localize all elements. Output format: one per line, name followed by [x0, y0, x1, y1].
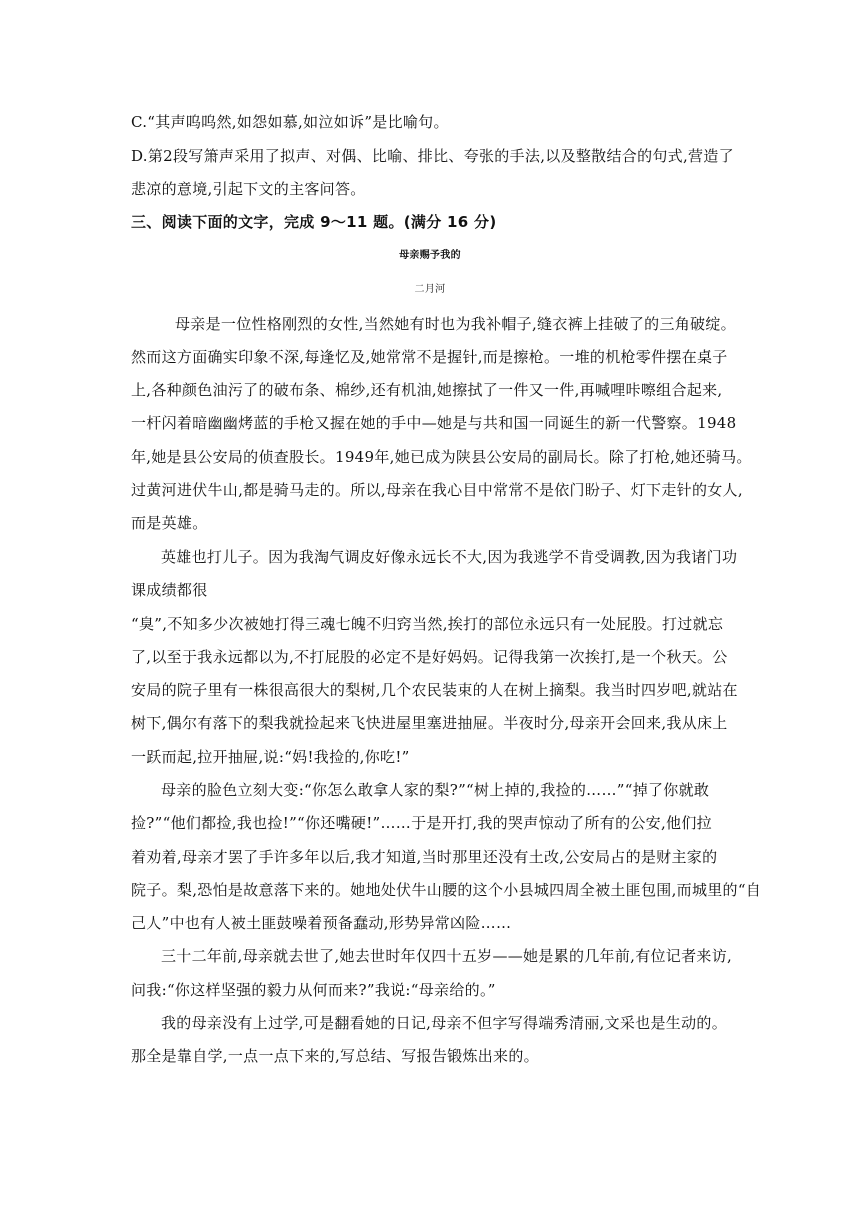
paragraph-line: 己人”中也有人被土匪鼓噪着预备蠢动,形势异常凶险…… — [131, 914, 512, 932]
paragraph-line: 母亲是一位性格刚烈的女性,当然她有时也为我补帽子,缝衣裤上挂破了的三角破绽。 — [175, 315, 736, 333]
paragraph-line: 了,以至于我永远都以为,不打屁股的必定不是好妈妈。记得我第一次挨打,是一个秋天。公 — [131, 648, 728, 666]
paragraph-line: 那全是靠自学,一点一点下来的,写总结、写报告锻炼出来的。 — [131, 1047, 539, 1065]
paragraph-line: 着劝着,母亲才罢了手许多年以后,我才知道,当时那里还没有土改,公安局占的是财主家的 — [131, 848, 718, 866]
paragraph-line: 三十二年前,母亲就去世了,她去世时年仅四十五岁——她是累的几年前,有位记者来访, — [161, 947, 733, 965]
paragraph-line: 上,各种颜色油污了的破布条、棉纱,还有机油,她擦拭了一件又一件,再喊哩咔嚓组合起来, — [131, 381, 723, 399]
paragraph-line: 母亲的脸色立刻大变:“你怎么敢拿人家的梨?”“树上掉的,我捡的……”“掉了你就敢 — [161, 781, 710, 799]
paragraph-line: 年,她是县公安局的侦查股长。1949年,她已成为陕县公安局的副局长。除了打枪,她还骑马。 — [131, 448, 752, 466]
option-d-line-2: 悲凉的意境,引起下文的主客问答。 — [131, 180, 366, 198]
option-d-line-1: D.第2段写箫声采用了拟声、对偶、比喻、排比、夸张的手法,以及整散结合的句式,营造了 — [131, 147, 734, 165]
paragraph-line: 一杆闪着暗幽幽烤蓝的手枪又握在她的手中—她是与共和国一同诞生的新一代警察。1948 — [131, 414, 737, 432]
paragraph-line: 然而这方面确实印象不深,每逢忆及,她常常不是握针,而是擦枪。一堆的机枪零件摆在桌子 — [131, 348, 728, 366]
paragraph-line: 树下,偶尔有落下的梨我就捡起来飞快进屋里塞进抽屉。半夜时分,母亲开会回来,我从床上 — [131, 714, 728, 732]
paragraph-line: 我的母亲没有上过学,可是翻看她的日记,母亲不但字写得端秀清丽,文采也是生动的。 — [161, 1014, 728, 1032]
paragraph-line: 课成绩都很 — [131, 581, 208, 599]
paragraph-line: 院子。梨,恐怕是故意落下来的。她地处伏牛山腰的这个小县城四周全被土匪包围,而城里的“自 — [131, 881, 762, 899]
option-c: C.“其声呜呜然,如怨如慕,如泣如诉”是比喻句。 — [131, 113, 449, 131]
paragraph-line: 过黄河进伏牛山,都是骑马走的。所以,母亲在我心目中常常不是依门盼子、灯下走针的女人, — [131, 481, 743, 499]
paragraph-line: 安局的院子里有一株很高很大的梨树,几个农民装束的人在树上摘梨。我当时四岁吧,就站在 — [131, 681, 738, 699]
paragraph-line: 一跃而起,拉开抽屉,说:“妈!我捡的,你吃!” — [131, 748, 410, 766]
paragraph-line: 问我:“你这样坚强的毅力从何而来?”我说:“母亲给的。” — [131, 981, 496, 999]
article-author: 二月河 — [414, 284, 446, 295]
paragraph-line: 英雄也打儿子。因为我淘气调皮好像永远长不大,因为我逃学不肯受调教,因为我诸门功 — [161, 548, 738, 566]
paragraph-line: 而是英雄。 — [131, 514, 208, 532]
paragraph-line: 捡?”“他们都捡,我也捡!”“你还嘴硬!”……于是开打,我的哭声惊动了所有的公安,他们拉 — [131, 814, 712, 832]
paragraph-line: “臭”,不知多少次被她打得三魂七魄不归窍当然,挨打的部位永远只有一处屁股。打过就忘 — [131, 615, 724, 633]
article-title: 母亲赐予我的 — [399, 250, 461, 261]
section-heading: 三、阅读下面的文字，完成 9～11 题。(满分 16 分) — [131, 213, 497, 231]
